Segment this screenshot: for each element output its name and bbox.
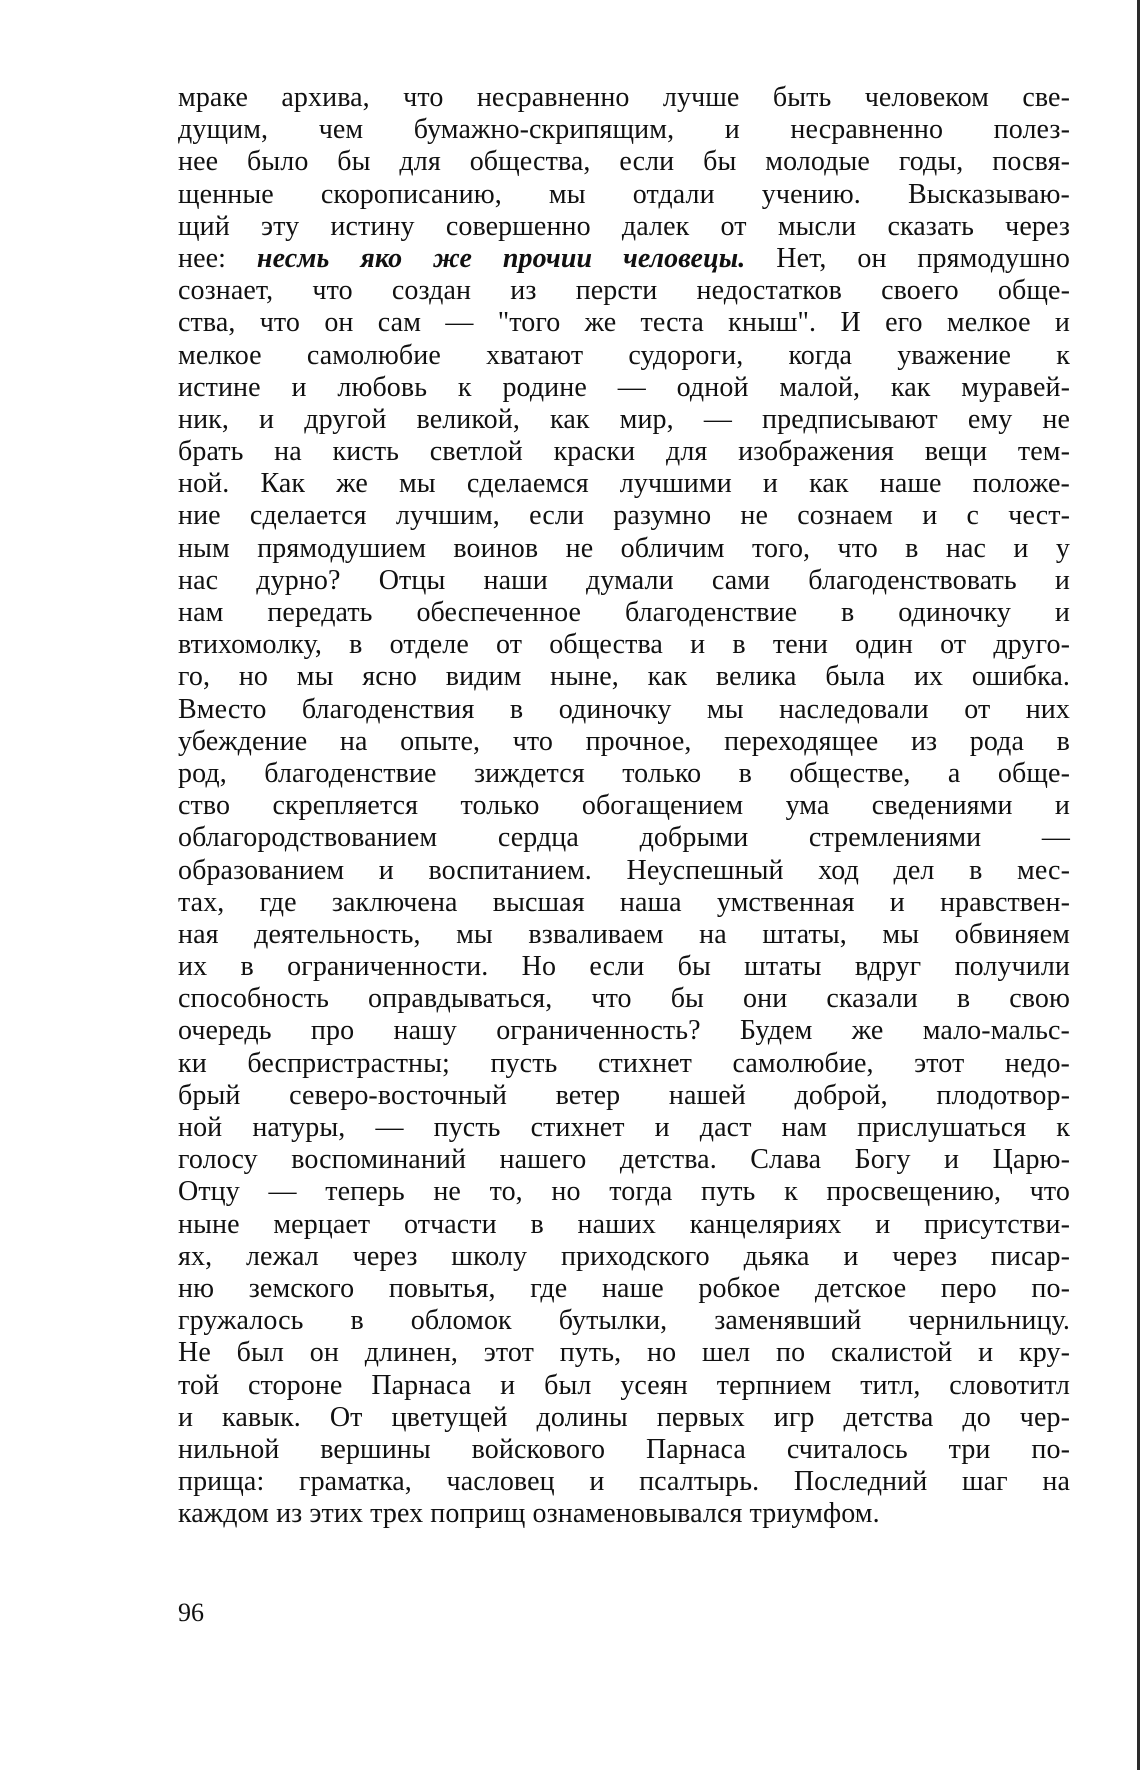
text-line: го, но мы ясно видим ныне, как велика была их ошибка. (178, 661, 1070, 693)
text-line: щий эту истину совершенно далек от мысли сказать через (178, 210, 1070, 242)
text-line: мраке архива, что несравненно лучше быть человеком све- (178, 82, 1070, 113)
page-number: 96 (178, 1598, 204, 1627)
line-tail: Нет, он прямодушно (745, 242, 1070, 274)
text-line: той стороне Парнаса и был усеян терпнием титл, словотитл (178, 1369, 1070, 1401)
text-line: ях, лежал через школу приходского дьяка и через писар- (178, 1240, 1070, 1272)
text-line: сознает, что создан из персти недостатков своего обще- (178, 275, 1070, 307)
text-line: ство скрепляется только обогащением ума сведениями и (178, 790, 1070, 822)
text-line: ние сделается лучшим, если разумно не сознаем и с чест- (178, 500, 1070, 532)
text-line: очередь про нашу ограниченность? Будем же мало-мальс- (178, 1015, 1070, 1047)
text-line: нам передать обеспеченное благоденствие в одиночку и (178, 597, 1070, 628)
text-line: способность оправдываться, что бы они сказали в свою (178, 983, 1070, 1015)
text-line-with-quote (178, 243, 1070, 275)
text-line: Вместо благоденствия в одиночку мы наследовали от них (178, 693, 1070, 725)
text-line: мелкое самолюбие хватают судороги, когда уважение к (178, 339, 1070, 371)
text-line: облагородствованием сердца добрыми стремлениями — (178, 822, 1070, 854)
body-text (178, 82, 1070, 1530)
italic-quote: несмь яко же прочии человецы. (256, 242, 746, 274)
text-line: ства, что он сам — "того же теста кныш". И его мелкое и (178, 307, 1070, 339)
text-line: Не был он длинен, этот путь, но шел по скалистой и кру- (178, 1337, 1070, 1369)
text-line: их в ограниченности. Но если бы штаты вдруг получили (178, 951, 1070, 983)
text-line-last: каждом из этих трех поприщ ознаменовывался триумфом. (178, 1498, 880, 1530)
text-line: дущим, чем бумажно-скрипящим, и несравненно полез- (178, 114, 1070, 146)
text-line: ная деятельность, мы взваливаем на штаты, мы обвиняем (178, 918, 1070, 950)
line-lead: нее: (178, 242, 257, 274)
text-line: ной натуры, — пусть стихнет и даст нам прислушаться к (178, 1112, 1070, 1143)
text-line: прища: граматка, часловец и псалтырь. Последний шаг на (178, 1466, 1070, 1498)
text-line: род, благоденствие зиждется только в обществе, а обще- (178, 757, 1070, 789)
text-line: гружалось в обломок бутылки, заменявший чернильницу. (178, 1305, 1070, 1337)
text-line: и кавык. От цветущей долины первых игр детства до чер- (178, 1401, 1070, 1433)
text-line: нее было бы для общества, если бы молодые годы, посвя- (178, 146, 1070, 178)
text-line: ник, и другой великой, как мир, — предписывают ему не (178, 403, 1070, 435)
text-line: ныне мерцает отчасти в наших канцеляриях и присутстви- (178, 1208, 1070, 1240)
text-line: голосу воспоминаний нашего детства. Слава Богу и Царю- (178, 1144, 1070, 1176)
text-line: ной. Как же мы сделаемся лучшими и как наше положе- (178, 468, 1070, 500)
text-line: образованием и воспитанием. Неуспешный ход дел в мес- (178, 854, 1070, 886)
text-line: ки беспристрастны; пусть стихнет самолюбие, этот недо- (178, 1047, 1070, 1079)
text-line: Отцу — теперь не то, но тогда путь к просвещению, что (178, 1176, 1070, 1208)
text-line: истине и любовь к родине — одной малой, как муравей- (178, 371, 1070, 403)
text-line: брый северо-восточный ветер нашей доброй, плодотвор- (178, 1079, 1070, 1111)
text-line: нильной вершины войскового Парнаса считалось три по- (178, 1433, 1070, 1465)
text-line: втихомолку, в отделе от общества и в тени один от друго- (178, 629, 1070, 661)
text-line: брать на кисть светлой краски для изображения вещи тем- (178, 436, 1070, 468)
text-line: ным прямодушием воинов не обличим того, что в нас и у (178, 532, 1070, 564)
text-line: убеждение на опыте, что прочное, переходящее из рода в (178, 725, 1070, 757)
text-line: ню земского повытья, где наше робкое детское перо по- (178, 1272, 1070, 1304)
text-line: нас дурно? Отцы наши думали сами благоденствовать и (178, 564, 1070, 596)
text-line: щенные скорописанию, мы отдали учению. Высказываю- (178, 178, 1070, 210)
text-line: тах, где заключена высшая наша умственная и нравствен- (178, 886, 1070, 918)
